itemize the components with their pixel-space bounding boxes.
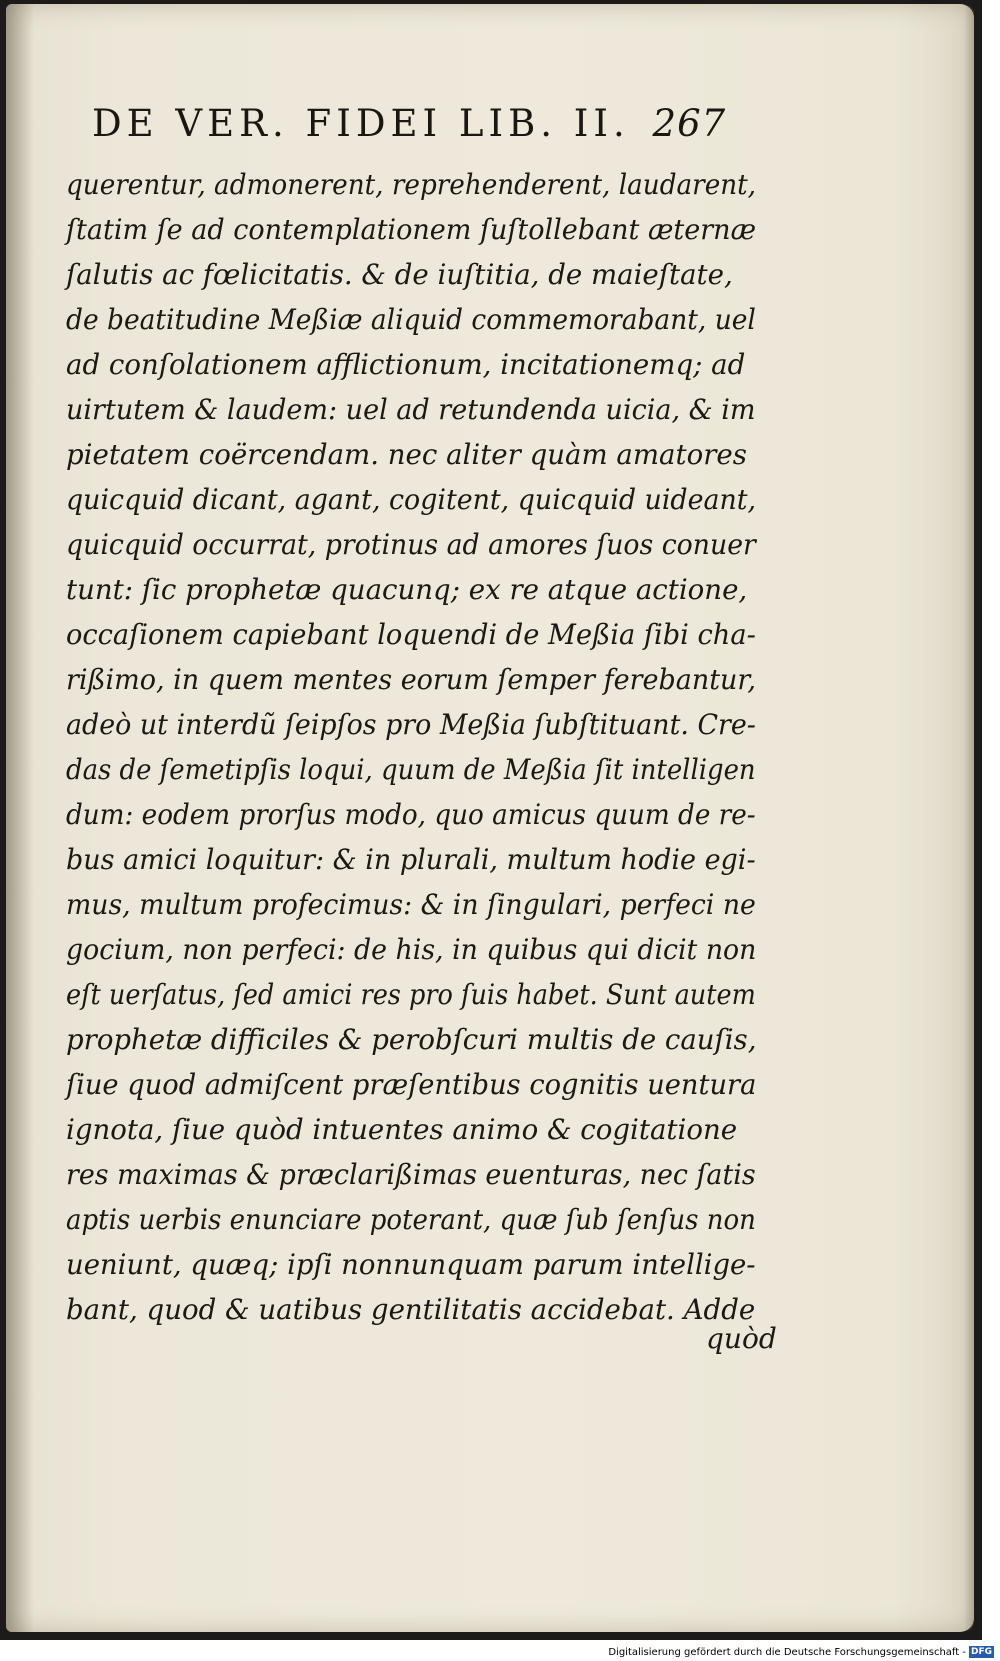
- text-line: prophetæ difficiles & perobſcuri multis de cauſis,: [66, 1023, 757, 1056]
- text-line: ſalutis ac fœlicitatis. & de iuſtitia, de maieſtate,: [66, 258, 733, 291]
- text-line: de beatitudine Meßiæ aliquid commemorabant, uel: [66, 303, 756, 336]
- text-line: ſtatim ſe ad contemplationem ſuſtollebant æternæ: [66, 213, 756, 246]
- text-line: gocium, non perfeci: de his, in quibus qui dicit non: [66, 933, 757, 966]
- text-line: quicquid dicant, agant, cogitent, quicquid uideant,: [66, 483, 757, 516]
- running-head: [92, 102, 792, 145]
- text-line: uirtutem & laudem: uel ad retundenda uicia, & im: [66, 393, 756, 426]
- text-line: dum: eodem prorſus modo, quo amicus quum de re-: [66, 798, 756, 831]
- text-line: bus amici loquitur: & in plurali, multum hodie egi-: [66, 843, 756, 876]
- text-line: tunt: ſic prophetæ quacunq; ex re atque actione,: [66, 573, 748, 606]
- catchword: quòd: [706, 1322, 777, 1355]
- text-line: mus, multum profecimus: & in ſingulari, perfeci ne: [66, 888, 756, 921]
- text-line: ad conſolationem afflictionum, incitationemq; ad: [66, 348, 746, 381]
- text-line: rißimo, in quem mentes eorum ſemper ferebantur,: [66, 663, 756, 696]
- text-line: bant, quod & uatibus gentilitatis accidebat. Adde: [66, 1293, 756, 1326]
- digitization-credit: [608, 1646, 994, 1658]
- text-line: das de ſemetipſis loqui, quum de Meßia ſit intelligen: [66, 753, 756, 786]
- text-line: adeò ut interdũ ſeipſos pro Meßia ſubſtituant. Cre-: [66, 708, 756, 741]
- text-line: querentur, admonerent, reprehenderent, laudarent,: [66, 168, 757, 201]
- page-edge-shadow: [964, 4, 974, 1632]
- text-line: res maximas & præclarißimas euenturas, nec ſatis: [66, 1158, 756, 1191]
- text-line: pietatem coërcendam. nec aliter quàm amatores: [66, 438, 747, 471]
- text-line: eſt uerſatus, ſed amici res pro ſuis habet. Sunt autem: [66, 978, 756, 1011]
- text-line: ignota, ſiue quòd intuentes animo & cogitatione: [66, 1113, 738, 1146]
- text-line: occaſionem capiebant loquendi de Meßia ſibi cha-: [66, 618, 756, 651]
- running-title: DE VER. FIDEI LIB. II.: [92, 102, 630, 145]
- book-page: [6, 4, 974, 1632]
- text-line: quicquid occurrat, protinus ad amores ſuos conuer: [66, 528, 756, 561]
- page-number: 267: [652, 102, 727, 145]
- page-gutter-shadow: [6, 4, 34, 1632]
- credit-text: Digitalisierung gefördert durch die Deutsche Forschungsgemeinschaft -: [608, 1646, 966, 1658]
- dfg-logo: DFG: [970, 1647, 992, 1657]
- text-line: aptis uerbis enunciare poterant, quæ ſub ſenſus non: [66, 1203, 756, 1236]
- body-text: [66, 162, 766, 1332]
- text-line: ueniunt, quæq; ipſi nonnunquam parum intellige-: [66, 1248, 756, 1281]
- text-line: ſiue quod admiſcent præſentibus cognitis uentura: [66, 1068, 757, 1101]
